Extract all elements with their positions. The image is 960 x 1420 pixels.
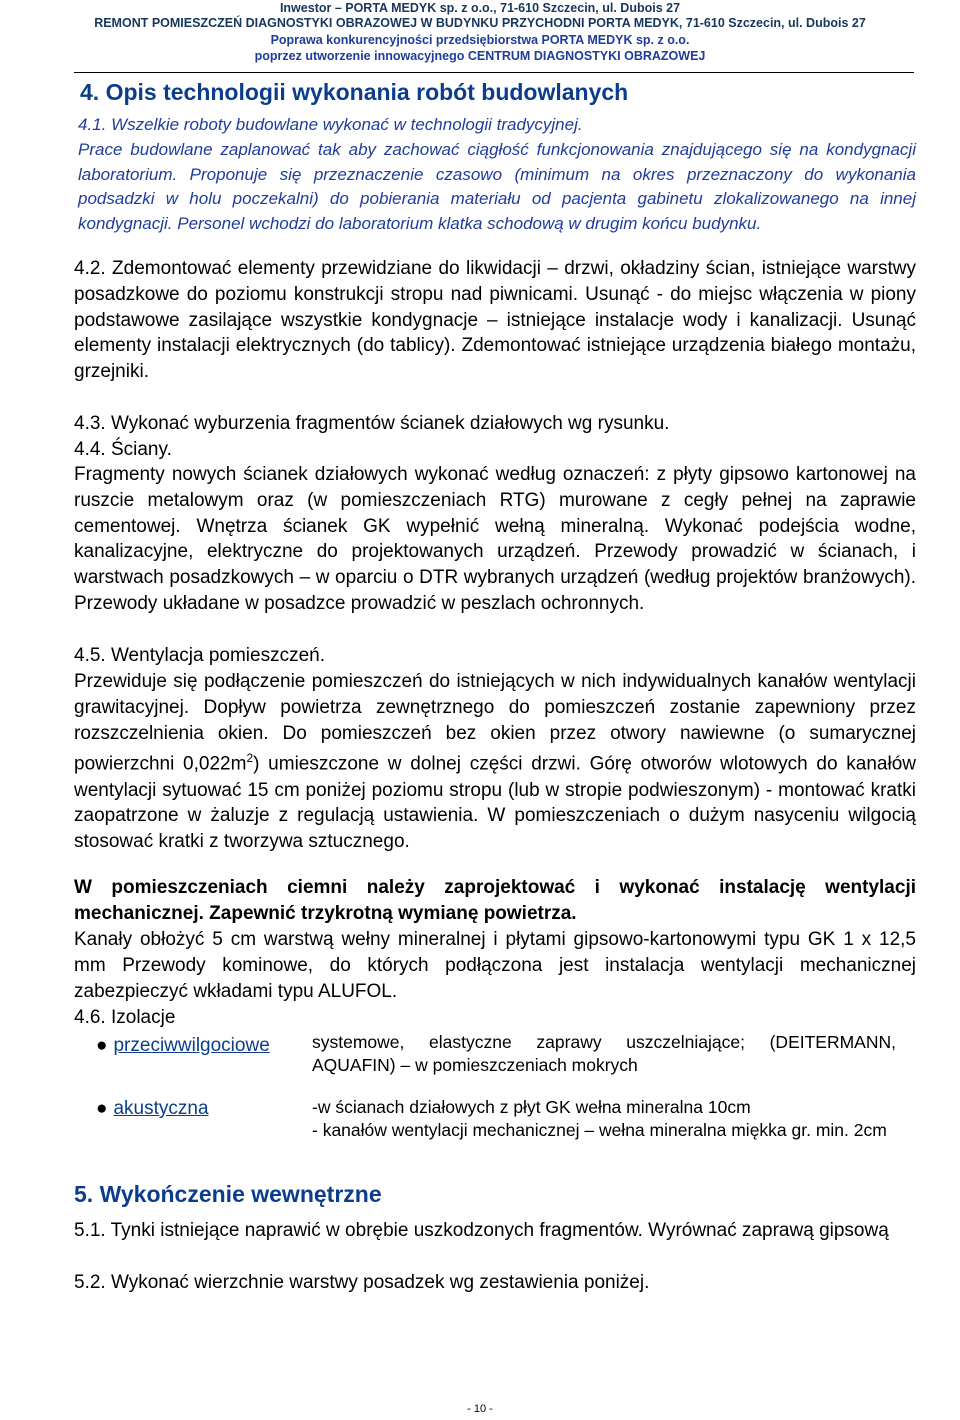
- paragraph-4-3: 4.3. Wykonać wyburzenia fragmentów ścianek działowych wg rysunku.: [74, 413, 670, 434]
- bullet-dot-icon: ●: [96, 1035, 108, 1056]
- bullet-acoustic-desc-2: - kanałów wentylacji mechanicznej – wełna mineralna miękka gr. min. 2cm: [312, 1119, 887, 1140]
- paragraph-4-5-bold: W pomieszczeniach ciemni należy zaprojektować i wykonać instalację wentylacji mechanicznej. Zapewnić trzykrotną wymianę powietrza.: [74, 877, 916, 924]
- paragraph-4-5-text-b: ) umieszczone w dolnej części drzwi. Górę otworów wlotowych do kanałów wentylacji sytuować 15 cm poniżej poziomu stropu (lub w stropie podwieszonym) - montować kratki zaopatrzone w żaluzje z regulacją ustawienia. W pomieszczeniach o dużym nasyceniu wilgocią stosować kratki z tworzywa sztucznego.: [74, 753, 916, 853]
- paragraph-4-5-text-a: Przewiduje się podłączenie pomieszczeń do istniejących w nich indywidualnych kanałów wentylacji grawitacyjnej. Dopływ powietrza zewnętrznego do pomieszczeń zostanie zapewniony przez rozszczelnienia okien. Do pomieszczeń bez okien przez otwory nawiewne (o sumarycznej powierzchni 0,022m: [74, 671, 916, 775]
- bullet-acoustic-desc-1: -w ścianach działowych z płyt GK wełna mineralna 10cm: [312, 1097, 751, 1117]
- header-project: REMONT POMIESZCZEŃ DIAGNOSTYKI OBRAZOWEJ W BUDYNKU PRZYCHODNI PORTA MEDYK, 71-610 Szczecin, ul. Dubois 27: [94, 16, 866, 30]
- paragraph-5-1: 5.1. Tynki istniejące naprawić w obrębie uszkodzonych fragmentów. Wyrównać zaprawą gipsową: [74, 1220, 889, 1241]
- paragraph-4-4-text: Fragmenty nowych ścianek działowych wykonać według oznaczeń: z płyty gipsowo kartonowej na ruszcie metalowym oraz (w pomieszczeniach RTG) murowane z cegły pełnej na zaprawie cementowej. Wnętrza ścianek GK wypełnić wełną mineralną. Wykonać podejścia wodne, kanalizacyjne, elektryczne do projektowanych urządzeń. Przewody prowadzić w ścianach, i warstwach posadzkowych – w oparciu o DTR wybranych urządzeń (według projektów branżowych). Przewody układane w posadzce prowadzić w peszlach ochronnych.: [74, 464, 916, 614]
- paragraph-4-1: [78, 113, 916, 237]
- paragraph-4-5: 4.5. Wentylacja pomieszczeń.: [74, 645, 325, 666]
- paragraph-4-2: 4.2. Zdemontować elementy przewidziane do likwidacji – drzwi, okładziny ścian, istniejące warstwy posadzkowe do poziomu konstrukcji stropu nad piwnicami. Usunąć - do miejsc włączenia w piony podstawowe zasilające wszystkie kondygnacje – istniejące instalacje wody i kanalizacji. Usunąć elementy instalacji elektrycznych (do tablicy). Zdemontować istniejące urządzenia białego montażu, grzejniki.: [74, 258, 916, 383]
- paragraph-4-4: 4.4. Ściany.: [74, 439, 172, 460]
- header-investor: Inwestor – PORTA MEDYK sp. z o.o., 71-610 Szczecin, ul. Dubois 27: [279, 1, 681, 15]
- bullet-moisture-desc: systemowe, elastyczne zaprawy uszczelniające; (DEITERMANN, AQUAFIN) – w pomieszczeniach mokrych: [312, 1032, 896, 1075]
- section-5-title: 5. Wykończenie wewnętrzne: [74, 1181, 382, 1207]
- page-number: - 10 -: [467, 1403, 493, 1415]
- bullet-acoustic-label: akustyczna: [113, 1098, 209, 1119]
- bullet-acoustic: [96, 1098, 209, 1120]
- header-divider: [74, 72, 914, 73]
- paragraph-4-1-heading: 4.1. Wszelkie roboty budowlane wykonać w technologii tradycyjnej.: [78, 115, 583, 134]
- header-center: poprzez utworzenie innowacyjnego CENTRUM DIAGNOSTYKI OBRAZOWEJ: [254, 49, 706, 63]
- paragraph-4-6: 4.6. Izolacje: [74, 1007, 176, 1028]
- paragraph-4-5-text: [74, 669, 916, 855]
- bullet-acoustic-desc: [312, 1096, 896, 1141]
- bullet-dot-icon: ●: [96, 1098, 108, 1119]
- paragraph-5-2: 5.2. Wykonać wierzchnie warstwy posadzek wg zestawienia poniżej.: [74, 1272, 650, 1293]
- paragraph-4-5-ducts: Kanały obłożyć 5 cm warstwą wełny mineralnej i płytami gipsowo-kartonowymi typu GK 1 x 12,5 mm Przewody kominowe, do których podłączona jest instalacja wentylacji mechanicznej zabezpieczyć wkładami typu ALUFOL.: [74, 929, 916, 1002]
- section-4-title: 4. Opis technologii wykonania robót budowlanych: [80, 79, 629, 105]
- header-program: Poprawa konkurencyjności przedsiębiorstwa PORTA MEDYK sp. z o.o.: [270, 33, 690, 47]
- bullet-moisture-label: przeciwwilgociowe: [113, 1035, 270, 1056]
- bullet-moisture: [96, 1035, 270, 1057]
- superscript-2: 2: [246, 751, 254, 766]
- paragraph-4-1-text: Prace budowlane zaplanować tak aby zachować ciągłość funkcjonowania znajdującego się na kondygnacji laboratorium. Proponuje się przeznaczenie czasowo (minimum na okres przeznaczony do wykonania podsadzki w holu poczekalni) do pobierania materiału od pacjenta gabinetu zlokalizowanego na innej kondygnacji. Personel wchodzi do laboratorium klatka schodową w drugim końcu budynku.: [78, 139, 916, 234]
